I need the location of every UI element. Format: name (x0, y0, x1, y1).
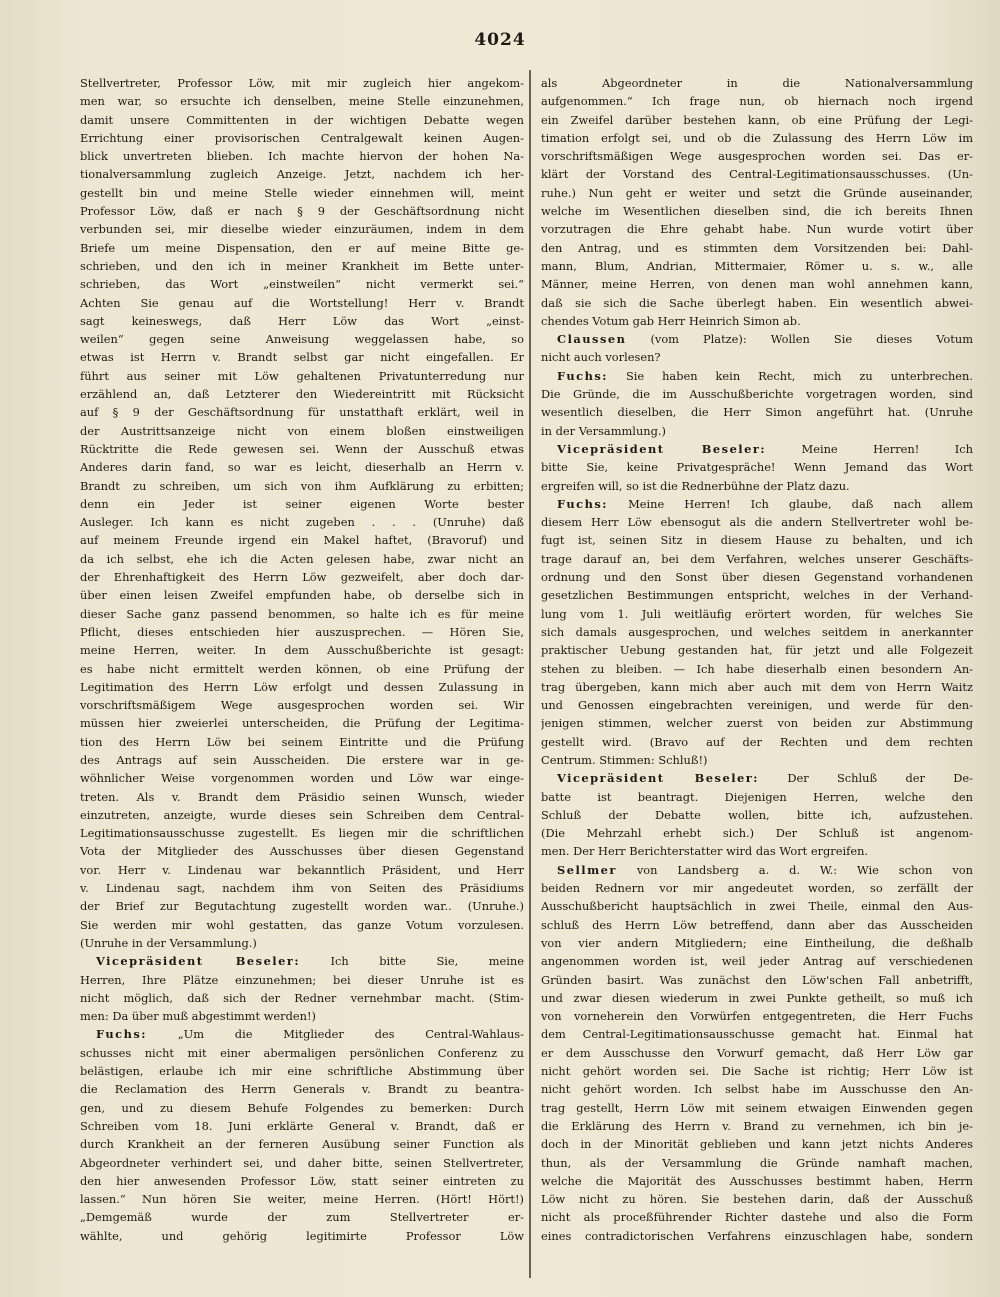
speaker-name: Fuchs: (96, 1027, 148, 1042)
line-text: Legitimation des Herrn Löw erfolgt und dessen Zulassung in (80, 679, 524, 694)
text-line (80, 1044, 524, 1062)
line-text: men: Da über muß abgestimmt werden!) (80, 1009, 316, 1024)
line-text: er dem Ausschusse den Vorwurf gemacht, daß Herr Löw gar (541, 1045, 973, 1060)
line-text: thun, als der Versammlung die Gründe namhaft machen, (541, 1155, 973, 1170)
line-text: denn ein Jeder ist seiner eigenen Worte bester (80, 496, 524, 511)
line-text: trag gestellt, Herrn Löw mit seinem etwaigen Einwenden gegen (541, 1100, 973, 1115)
line-text: etwas ist Herrn v. Brandt selbst gar nicht eingefallen. Er (80, 350, 524, 365)
text-line (80, 147, 524, 165)
speaker-name: Vicepräsident Beseler: (557, 771, 759, 786)
text-line (541, 1154, 973, 1172)
line-text: Vota der Mitglieder des Ausschusses über diesen Gegenstand (80, 844, 524, 859)
text-line (80, 1025, 524, 1043)
text-line (80, 184, 524, 202)
line-text: gestellt wird. (Bravo auf der Rechten und dem rechten (541, 734, 973, 749)
text-line (541, 312, 973, 330)
column-divider (529, 70, 531, 1278)
line-text: als Abgeordneter in die Nationalversammlung (541, 76, 973, 90)
line-text: Centrum. Stimmen: Schluß!) (541, 752, 708, 767)
text-line (541, 1135, 973, 1153)
text-line (80, 769, 524, 787)
text-line (541, 934, 973, 952)
text-line (541, 220, 973, 238)
line-text: damit unsere Committenten in der wichtigen Debatte wegen (80, 112, 524, 127)
text-line (80, 971, 524, 989)
line-text: fugt ist, seinen Sitz in diesem Hause zu behalten, und ich (541, 533, 973, 548)
line-text: doch in der Minorität geblieben und kann jetzt nichts Anderes (541, 1137, 973, 1152)
text-line (541, 275, 973, 293)
text-line (541, 1117, 973, 1135)
line-text: belästigen, erlaube ich mir eine schriftliche Abstimmung über (80, 1064, 524, 1079)
text-line (80, 129, 524, 147)
line-text: und Genossen eingebrachten vereinigen, und werde für den- (541, 698, 973, 713)
text-line (80, 861, 524, 879)
line-text: dem Central-Legitimationsausschusse gemacht hat. Einmal hat (541, 1027, 973, 1042)
line-text: der Ehrenhaftigkeit des Herrn Löw gezweifelt, aber doch dar- (80, 570, 524, 585)
line-text: meine Herren, weiter. In dem Ausschußberichte ist gesagt: (80, 643, 524, 658)
line-text: die Erklärung des Herrn v. Brand zu vernehmen, ich bin je- (541, 1118, 973, 1133)
text-line (541, 92, 973, 110)
text-line (541, 678, 973, 696)
line-text: Professor Löw, daß er nach § 9 der Geschäftsordnung nicht (80, 204, 524, 219)
text-line (541, 330, 973, 348)
line-text: nicht auch vorlesen? (541, 350, 661, 365)
line-text: Ausleger. Ich kann es nicht zugeben . . . (Unruhe) daß (80, 515, 524, 530)
line-text: es habe nicht ermittelt werden können, ob eine Prüfung der (80, 661, 524, 676)
text-line (541, 751, 973, 769)
line-text: Ausschußbericht hauptsächlich in zwei Theile, einmal den Aus- (541, 899, 973, 914)
line-text: verbunden sei, mir dieselbe wieder einzuräumen, indem in dem (80, 222, 524, 237)
text-line (80, 696, 524, 714)
line-text: schluß des Herrn Löw betreffend, dann aber das Ausscheiden (541, 917, 973, 932)
text-line (80, 1154, 524, 1172)
text-line (80, 92, 524, 110)
text-line (80, 385, 524, 403)
text-line (541, 1025, 973, 1043)
line-text: da ich selbst, ehe ich die Acten gelesen habe, zwar nicht an (80, 551, 524, 566)
line-text: (vom Platze): Wollen Sie dieses Votum (626, 332, 973, 347)
line-text: Herren, Ihre Plätze einzunehmen; bei dieser Unruhe ist es (80, 972, 524, 987)
text-line (541, 1080, 973, 1098)
line-text: Legitimationsausschusse zugestellt. Es liegen mir die schriftlichen (80, 826, 524, 841)
line-text: ergreifen will, so ist die Rednerbühne der Platz dazu. (541, 478, 850, 493)
text-line (80, 275, 524, 293)
line-text: Rücktritte die Rede gewesen sei. Wenn der Ausschuß etwas (80, 441, 524, 456)
text-line (80, 257, 524, 275)
line-text: nicht möglich, daß sich der Redner vernehmbar macht. (Stim- (80, 990, 524, 1005)
text-line (541, 879, 973, 897)
text-line (541, 824, 973, 842)
line-text: Brandt zu schreiben, um sich von ihm Aufklärung zu erbitten; (80, 478, 524, 493)
line-text: vor. Herr v. Lindenau war bekanntlich Präsident, und Herr (80, 862, 524, 877)
line-text: Briefe um meine Dispensation, den er auf meine Bitte ge- (80, 240, 524, 255)
line-text: timation erfolgt sei, und ob die Zulassung des Herrn Löw im (541, 130, 973, 145)
text-line (80, 403, 524, 421)
line-text: auf meinem Freunde irgend ein Makel haftet, (Bravoruf) und (80, 533, 524, 548)
line-text: wöhnlicher Weise vorgenommen worden und Löw war einge- (80, 771, 524, 786)
text-line (541, 239, 973, 257)
text-line (541, 294, 973, 312)
line-text: ein Zweifel darüber bestehen kann, ob eine Prüfung der Legi- (541, 112, 973, 127)
text-line (541, 696, 973, 714)
speaker-name: Fuchs: (557, 496, 609, 511)
text-line (80, 239, 524, 257)
line-text: gesetzlichen Bestimmungen entspricht, welches in der Verhand- (541, 588, 973, 603)
text-line (541, 1099, 973, 1117)
text-line (541, 769, 973, 787)
line-text: erzählend an, daß Letzterer den Wiedereintritt mit Rücksicht (80, 387, 524, 402)
line-text: dieser Sache ganz passend benommen, so halte ich es für meine (80, 606, 524, 621)
text-line (80, 513, 524, 531)
text-line (541, 184, 973, 202)
line-text: praktischer Uebung gestanden hat, für jetzt und alle Folgezeit (541, 643, 973, 658)
text-line (80, 1172, 524, 1190)
text-line (541, 605, 973, 623)
right-column (541, 74, 973, 1279)
text-line (80, 733, 524, 751)
speaker-name: Sellmer (557, 862, 617, 877)
text-line (80, 1227, 524, 1245)
line-text: auf § 9 der Geschäftsordnung für unstatthaft erklärt, weil in (80, 405, 524, 420)
line-text: blick unvertreten blieben. Ich machte hiervon der hohen Na- (80, 149, 524, 164)
text-line (80, 660, 524, 678)
text-line (80, 367, 524, 385)
text-line (80, 641, 524, 659)
line-text: „Demgemäß wurde der zum Stellvertreter er- (80, 1210, 524, 1225)
text-line (541, 623, 973, 641)
line-text: „Um die Mitglieder des Central-Wahlaus- (147, 1027, 524, 1042)
text-line (541, 440, 973, 458)
line-text: Errichtung einer provisorischen Centralgewalt keinen Augen- (80, 130, 524, 145)
text-line (541, 916, 973, 934)
text-line (541, 129, 973, 147)
line-text: weilen“ gegen seine Anweisung weggelassen habe, so (80, 332, 524, 347)
line-text: Männer, meine Herren, von denen man wohl annehmen kann, (541, 277, 973, 292)
text-line (80, 714, 524, 732)
text-line (541, 257, 973, 275)
text-line (541, 1007, 973, 1025)
text-line (80, 806, 524, 824)
line-text: schrieben, und den ich in meiner Krankheit im Bette unter- (80, 258, 524, 273)
line-text: nicht gehört worden sei. Die Sache ist richtig; Herr Löw ist (541, 1064, 973, 1079)
line-text: Sie werden mir wohl gestatten, das ganze Votum vorzulesen. (80, 917, 524, 932)
line-text: nicht gehört worden. Ich selbst habe im Ausschusse den An- (541, 1082, 973, 1097)
text-line (80, 1062, 524, 1080)
line-text: Löw nicht zu hören. Sie bestehen darin, daß der Ausschuß (541, 1192, 973, 1207)
text-line (541, 202, 973, 220)
text-line (80, 1190, 524, 1208)
text-line (80, 623, 524, 641)
line-text: von Landsberg a. d. W.: Wie schon von (616, 862, 973, 877)
line-text: jenigen stimmen, welcher zuerst von beiden zur Abstimmung (541, 716, 973, 731)
line-text: chendes Votum gab Herr Heinrich Simon ab. (541, 313, 801, 328)
speaker-name: Fuchs: (557, 368, 609, 383)
line-text: den Antrag, und es stimmten dem Vorsitzenden bei: Dahl- (541, 240, 973, 255)
line-text: vorzutragen die Ehre gehabt habe. Nun wurde votirt über (541, 222, 973, 237)
line-text: ruhe.) Nun geht er weiter und setzt die Gründe auseinander, (541, 185, 973, 200)
text-line (541, 513, 973, 531)
line-text: Die Gründe, die im Ausschußberichte vorgetragen worden, sind (541, 387, 973, 402)
line-text: Meine Herren! Ich glaube, daß nach allem (608, 496, 973, 511)
text-line (541, 842, 973, 860)
text-line (541, 989, 973, 1007)
text-line (541, 586, 973, 604)
line-text: Sie haben kein Recht, mich zu unterbrechen. (608, 368, 973, 383)
line-text: vorschriftsmäßigen Wege ausgesprochen worden sei. Das er- (541, 149, 973, 164)
line-text: batte ist beantragt. Diejenigen Herren, welche den (541, 789, 973, 804)
line-text: Der Schluß der De- (759, 771, 973, 786)
text-line (541, 74, 973, 92)
text-line (80, 477, 524, 495)
text-line (80, 440, 524, 458)
line-text: Anderes darin fand, so war es leicht, dieserhalb an Herrn v. (80, 460, 524, 475)
text-line (80, 824, 524, 842)
text-line (541, 403, 973, 421)
line-text: und zwar diesen wiederum in zwei Punkte getheilt, so muß ich (541, 990, 973, 1005)
line-text: aufgenommen.“ Ich frage nun, ob hiernach noch irgend (541, 94, 973, 109)
line-text: sich damals ausgesprochen, und welches seitdem in anerkannter (541, 624, 973, 639)
text-line (541, 641, 973, 659)
text-line (80, 330, 524, 348)
text-line (541, 550, 973, 568)
line-text: durch Krankheit an der ferneren Ausübung seiner Function als (80, 1137, 524, 1152)
line-text: gen, und zu diesem Behufe Folgendes zu bemerken: Durch (80, 1100, 524, 1115)
text-line (80, 74, 524, 92)
text-line (541, 952, 973, 970)
line-text: Schreiben vom 18. Juni erklärte General v. Brandt, daß er (80, 1118, 524, 1133)
text-line (80, 312, 524, 330)
line-text: treten. Als v. Brandt dem Präsidio seinen Wunsch, wieder (80, 789, 524, 804)
text-line (541, 733, 973, 751)
text-line (80, 1208, 524, 1226)
text-line (80, 1099, 524, 1117)
line-text: des Antrags auf sein Ausscheiden. Die erstere war in ge- (80, 752, 524, 767)
text-line (541, 348, 973, 366)
text-line (541, 1062, 973, 1080)
text-line (541, 477, 973, 495)
line-text: tion des Herrn Löw bei seinem Eintritte und die Prüfung (80, 734, 524, 749)
line-text: schrieben, das Wort „einstweilen“ nicht vermerkt sei.“ (80, 277, 524, 292)
text-line (541, 458, 973, 476)
line-text: von vier andern Mitgliedern; eine Eintheilung, die deßhalb (541, 935, 973, 950)
text-line (541, 385, 973, 403)
line-text: einzutreten, anzeigte, wurde dieses sein Schreiben dem Central- (80, 807, 524, 822)
text-line (80, 897, 524, 915)
text-line (80, 1117, 524, 1135)
text-line (80, 678, 524, 696)
text-line (80, 1080, 524, 1098)
text-line (80, 879, 524, 897)
text-line (541, 1172, 973, 1190)
text-line (80, 842, 524, 860)
text-line (80, 788, 524, 806)
line-text: welche im Wesentlichen dieselben sind, die ich bereits Ihnen (541, 204, 973, 219)
text-line (541, 531, 973, 549)
line-text: Meine Herren! Ich (766, 441, 973, 456)
speaker-name: Vicepräsident Beseler: (557, 441, 767, 456)
text-line (80, 202, 524, 220)
line-text: lassen.“ Nun hören Sie weiter, meine Herren. (Hört! Hört!) (80, 1192, 524, 1207)
text-line (541, 165, 973, 183)
text-line (541, 568, 973, 586)
text-line (541, 495, 973, 513)
text-line (80, 422, 524, 440)
line-text: nicht als proceßführender Richter dastehe und also die Form (541, 1210, 973, 1225)
text-line (541, 660, 973, 678)
line-text: (Unruhe in der Versammlung.) (80, 935, 257, 950)
line-text: mann, Blum, Andrian, Mittermaier, Römer u. s. w., alle (541, 258, 973, 273)
text-line (80, 989, 524, 1007)
line-text: lung vom 1. Juli weitläufig erörtert worden, für welches Sie (541, 606, 973, 621)
line-text: v. Lindenau sagt, nachdem ihm von Seiten des Präsidiums (80, 881, 524, 896)
line-text: Schluß der Debatte wollen, bitte ich, aufzustehen. (541, 807, 973, 822)
line-text: ordnung und den Sonst über diesen Gegenstand vorhandenen (541, 570, 973, 585)
text-line (80, 111, 524, 129)
line-text: in der Versammlung.) (541, 423, 666, 438)
line-text: vorschriftsmäßigem Wege ausgesprochen worden sei. Wir (80, 698, 524, 713)
line-text: daß sie sich die Sache überlegt haben. Ein wesentlich abwei- (541, 295, 973, 310)
line-text: eines contradictorischen Verfahrens einzuschlagen habe, sondern (541, 1228, 973, 1243)
line-text: bitte Sie, keine Privatgespräche! Wenn Jemand das Wort (541, 460, 973, 475)
line-text: beiden Rednern vor mir angedeutet worden, so zerfällt der (541, 881, 973, 896)
line-text: sagt keineswegs, daß Herr Löw das Wort „einst- (80, 313, 524, 328)
text-line (541, 971, 973, 989)
text-line (80, 952, 524, 970)
text-line (80, 1007, 524, 1025)
line-text: klärt der Vorstand des Central-Legitimationsausschusses. (Un- (541, 167, 973, 182)
line-text: trag übergeben, kann mich aber auch mit dem von Herrn Waitz (541, 679, 973, 694)
text-line (541, 806, 973, 824)
text-line (541, 897, 973, 915)
speaker-name: Claussen (557, 332, 627, 347)
text-line (80, 531, 524, 549)
line-text: men war, so ersuchte ich denselben, meine Stelle einzunehmen, (80, 94, 524, 109)
text-line (541, 714, 973, 732)
line-text: Abgeordneter verhindert sei, und daher bitte, seinen Stellvertreter, (80, 1155, 524, 1170)
line-text: Pflicht, dieses entschieden hier auszusprechen. — Hören Sie, (80, 624, 524, 639)
text-line (541, 1208, 973, 1226)
line-text: Gründen basirt. Was zunächst den Löw'schen Fall anbetrifft, (541, 972, 973, 987)
line-text: angenommen worden ist, weil jeder Antrag auf verschiedenen (541, 954, 973, 969)
line-text: gestellt bin und meine Stelle wieder einnehmen will, meint (80, 185, 524, 200)
text-line (80, 586, 524, 604)
line-text: stehen zu bleiben. — Ich habe dieserhalb einen besondern An- (541, 661, 973, 676)
text-line (80, 495, 524, 513)
line-text: schusses nicht mit einer abermaligen persönlichen Conferenz zu (80, 1045, 524, 1060)
line-text: Ich bitte Sie, meine (300, 954, 524, 969)
text-line (541, 1044, 973, 1062)
line-text: führt aus seiner mit Löw gehaltenen Privatunterredung nur (80, 368, 524, 383)
speaker-name: Vicepräsident Beseler: (96, 954, 301, 969)
text-line (541, 788, 973, 806)
text-line (541, 1190, 973, 1208)
text-line (80, 1135, 524, 1153)
line-text: müssen hier zweierlei unterscheiden, die Prüfung der Legitima- (80, 716, 524, 731)
page-number: 4024 (474, 30, 526, 50)
text-line (541, 111, 973, 129)
text-line (80, 605, 524, 623)
text-line (80, 165, 524, 183)
text-line (80, 220, 524, 238)
line-text: die Reclamation des Herrn Generals v. Brandt zu beantra- (80, 1082, 524, 1097)
text-line (541, 1227, 973, 1245)
text-line (541, 422, 973, 440)
text-line (541, 147, 973, 165)
text-line (541, 367, 973, 385)
line-text: wesentlich dieselben, die Herr Simon angeführt hat. (Unruhe (541, 405, 973, 420)
text-line (80, 294, 524, 312)
text-line (80, 458, 524, 476)
line-text: welche die Majorität des Ausschusses bestimmt haben, Herrn (541, 1173, 973, 1188)
text-line (80, 568, 524, 586)
text-line (80, 348, 524, 366)
text-line (80, 916, 524, 934)
left-column (80, 74, 524, 1279)
line-text: men. Der Herr Berichterstatter wird das Wort ergreifen. (541, 844, 869, 859)
text-line (541, 861, 973, 879)
line-text: Achten Sie genau auf die Wortstellung! Herr v. Brandt (80, 295, 524, 310)
text-line (80, 751, 524, 769)
line-text: von vorneherein den Vorwürfen entgegentreten, die Herr Fuchs (541, 1009, 973, 1024)
line-text: diesem Herr Löw ebensogut als die andern Stellvertreter wohl be- (541, 515, 973, 530)
line-text: Stellvertreter, Professor Löw, mit mir zugleich hier angekom- (80, 76, 524, 90)
line-text: trage darauf an, bei dem Verfahren, welches unserer Geschäfts- (541, 551, 973, 566)
line-text: tionalversammlung zugleich Anzeige. Jetzt, nachdem ich her- (80, 167, 524, 182)
text-line (80, 550, 524, 568)
line-text: wählte, und gehörig legitimirte Professor Löw (80, 1228, 524, 1243)
line-text: über einen leisen Zweifel empfunden habe, ob derselbe sich in (80, 588, 524, 603)
line-text: den hier anwesenden Professor Löw, statt seiner eintreten zu (80, 1173, 524, 1188)
text-line (80, 934, 524, 952)
line-text: der Austrittsanzeige nicht von einem bloßen einstweiligen (80, 423, 524, 438)
line-text: der Brief zur Begutachtung zugestellt worden war.. (Unruhe.) (80, 899, 524, 914)
line-text: (Die Mehrzahl erhebt sich.) Der Schluß ist angenom- (541, 826, 973, 841)
